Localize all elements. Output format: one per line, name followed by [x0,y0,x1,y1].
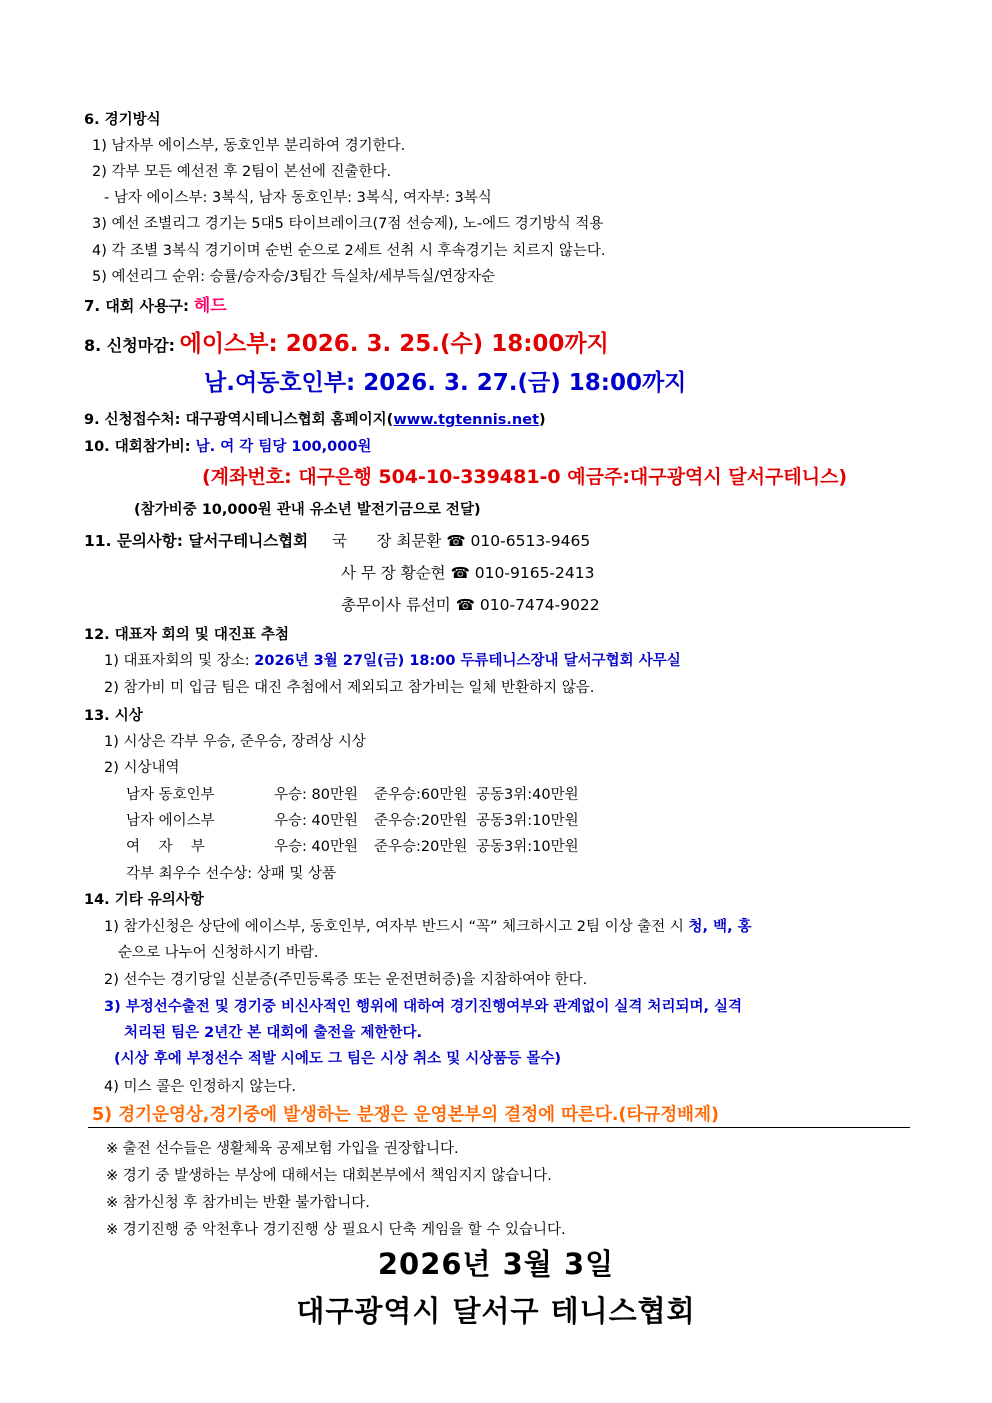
s12-l1-value: 2026년 3월 27일(금) 18:00 두류테니스장내 달서구협회 사무실 [254,653,681,669]
section-8 [84,327,609,364]
footer-org: 대구광역시 달서구 테니스협회 [296,1294,696,1328]
s10-label: 10. 대회참가비: [84,439,191,455]
s6-line-4: 4) 각 조별 3복식 경기이며 순번 순으로 2세트 선취 시 후속경기는 치르지 않는다. [92,243,606,259]
s10-note: (참가비중 10,000원 관내 유소년 발전기금으로 전달) [134,502,481,518]
s14-line-3b: 처리된 팀은 2년간 본 대회에 출전을 제한한다. [124,1025,423,1041]
prize-win: 우승: 40만원 [274,839,358,855]
prize-win: 우승: 80만원 [274,787,358,803]
s7-label: 7. 대회 사용구: [84,297,190,315]
s12-line-1 [104,651,681,671]
s8-label: 8. 신청마감: [84,336,176,355]
section-10 [84,437,371,457]
prize-third: 공동3위:40만원 [476,787,579,803]
prize-row [126,785,579,805]
contact-phone: ☎ 010-6513-9465 [446,532,591,550]
s7-value: 헤드 [193,296,227,316]
prize-row [126,837,579,857]
s13-line-2: 2) 시상내역 [104,760,180,776]
s12-l1-label: 1) 대표자회의 및 장소: [104,653,250,669]
note-item: ※ 경기 중 발생하는 부상에 대해서는 대회본부에서 책임지지 않습니다. [106,1168,552,1184]
section-9 [84,410,546,430]
contact-role: 총무이사 [341,596,401,614]
tgtennis-link[interactable]: www.tgtennis.net [393,412,539,428]
s14-team-colors: 청, 백, 홍 [688,919,752,935]
s9-label: 9. 신청접수처: 대구광역시테니스협회 홈페이지( [84,412,394,428]
prize-win: 우승: 40만원 [274,813,358,829]
note-item: ※ 참가신청 후 참가비는 반환 불가합니다. [106,1195,370,1211]
section-6-title: 6. 경기방식 [84,112,161,128]
prize-row [126,811,579,831]
prize-division: 남자 에이스부 [126,813,215,829]
s10-account: (계좌번호: 대구은행 504-10-339481-0 예금주:대구광역시 달서구테니스) [202,466,848,488]
section-7 [84,296,227,316]
s13-line-1: 1) 시상은 각부 우승, 준우승, 장려상 시상 [104,734,366,750]
s11-label: 11. 문의사항: 달서구테니스협회 [84,532,309,550]
s14-line-3c: (시상 후에 부정선수 적발 시에도 그 팀은 시상 취소 및 시상품등 몰수) [114,1051,561,1067]
s13-mvp: 각부 최우수 선수상: 상패 및 상품 [126,866,337,882]
contact-name: 류선미 [405,596,451,614]
contact-name: 황순현 [400,564,446,582]
section-13-title: 13. 시상 [84,708,143,724]
contact-phone: ☎ 010-9165-2413 [450,564,595,582]
s6-line-2a: - 남자 에이스부: 3복식, 남자 동호인부: 3복식, 여자부: 3복식 [104,190,492,206]
section-12-title: 12. 대표자 회의 및 대진표 추첨 [84,627,290,643]
s6-line-5: 5) 예선리그 순위: 승률/승자승/3팀간 득실차/세부득실/연장자순 [92,269,496,285]
contact-name: 최문환 [396,532,442,550]
contact-row-2 [341,562,594,584]
prize-third: 공동3위:10만원 [476,839,579,855]
prize-division: 여 자 부 [126,839,205,855]
contact-role: 사 무 장 [341,564,396,582]
s6-line-1: 1) 남자부 에이스부, 동호인부 분리하여 경기한다. [92,138,406,154]
contact-role: 국 장 [332,532,392,550]
note-item: ※ 경기진행 중 악천후나 경기진행 상 필요시 단축 게임을 할 수 있습니다. [106,1222,566,1238]
s8-ace-deadline: 에이스부: 2026. 3. 25.(수) 18:00까지 [179,331,609,357]
s14-line-2: 2) 선수는 경기당일 신분증(주민등록증 또는 운전면허증)을 지참하여야 한다. [104,972,588,988]
s6-line-3: 3) 예선 조별리그 경기는 5대5 타이브레이크(7점 선승제), 노-에드 경기방식 적용 [92,216,604,232]
prize-third: 공동3위:10만원 [476,813,579,829]
s14-line-3a: 3) 부정선수출전 및 경기중 비신사적인 행위에 대하여 경기진행여부와 관계없이 실격 처리되며, 실격 [104,999,743,1015]
s14-line-4: 4) 미스 콜은 인정하지 않는다. [104,1079,297,1095]
footer-date: 2026년 3월 3일 [377,1247,615,1281]
prize-runner: 준우승:20만원 [374,839,468,855]
s8-club-deadline: 남.여동호인부: 2026. 3. 27.(금) 18:00까지 [204,370,687,396]
section-11 [84,530,590,552]
s6-line-2: 2) 각부 모든 예선전 후 2팀이 본선에 진출한다. [92,164,392,180]
prize-division: 남자 동호인부 [126,787,215,803]
prize-runner: 준우승:20만원 [374,813,468,829]
s9-close: ) [539,412,546,428]
s12-line-2: 2) 참가비 미 입금 팀은 대진 추첨에서 제외되고 참가비는 일체 반환하지 않음. [104,680,595,696]
prize-runner: 준우승:60만원 [374,787,468,803]
note-item: ※ 출전 선수들은 생활체육 공제보험 가입을 권장합니다. [106,1141,459,1157]
contact-phone: ☎ 010-7474-9022 [455,596,600,614]
section-14-title: 14. 기타 유의사항 [84,892,204,908]
s14-underline [88,1127,910,1128]
contact-row-3 [341,594,600,616]
s14-line-1b: 순으로 나누어 신청하시기 바람. [118,945,319,961]
s14-line-1a [104,917,752,937]
s14-l1a-text: 1) 참가신청은 상단에 에이스부, 동호인부, 여자부 반드시 “꼭” 체크하시고 2팀 이상 출전 시 [104,919,684,935]
s10-value: 남. 여 각 팀당 100,000원 [195,439,372,455]
s14-line-5: 5) 경기운영상,경기중에 발생하는 분쟁은 운영본부의 결정에 따른다.(타규정배제) [92,1105,719,1125]
